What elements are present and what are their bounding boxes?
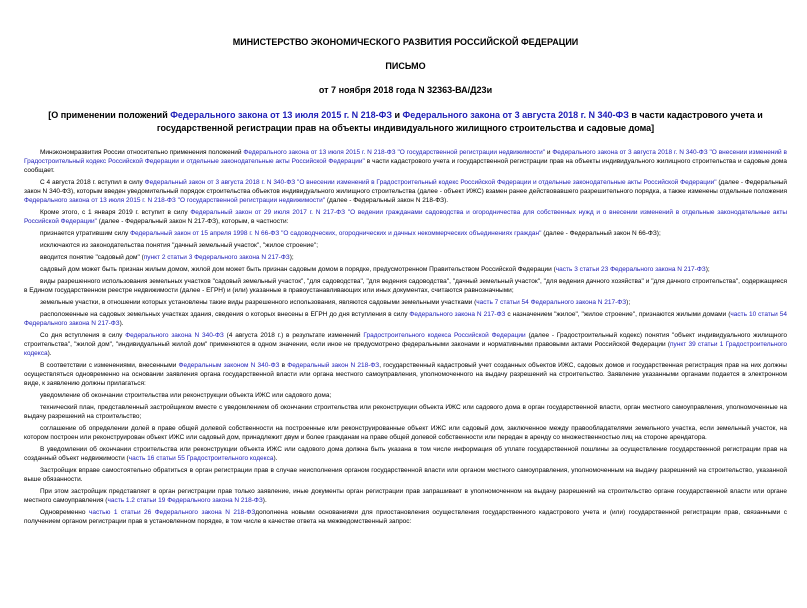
paragraph: земельные участки, в отношении которых установлены такие виды разрешенного использования, являются садовыми земельными участками (часть 7 статьи 54 Федерального закона N 217-ФЗ); (40, 298, 631, 306)
ministry-heading: МИНИСТЕРСТВО ЭКОНОМИЧЕСКОГО РАЗВИТИЯ РОССИЙСКОЙ ФЕДЕРАЦИИ (232, 37, 579, 47)
doc-link[interactable]: часть 10 статьи 54 Федерального закона N 217-ФЗ (24, 310, 787, 327)
doc-link[interactable]: пункт 2 статьи 3 Федерального закона N 217-ФЗ (143, 253, 290, 261)
paragraph: В уведомлении об окончании строительства или реконструкции объекта ИЖС или садового дома должна быть указана в том числе информация об уплате государственной пошлины за осуществление государственной регистрации прав на созданный объект недвижимости (часть 16 статьи 55 Градостроительного кодекса). (24, 445, 787, 462)
paragraph: вводится понятие "садовый дом" (пункт 2 статьи 3 Федерального закона N 217-ФЗ); (40, 253, 294, 261)
paragraph: Одновременно частью 1 статьи 26 Федерального закона N 218-ФЗдополнена новыми основаниями для приостановления осуществления государственного кадастрового учета и (или) государственной регистрации прав, связанными с получением органом регистрации прав в установленном порядке, в том числе в качестве ответа на межведомственный запрос: (24, 508, 787, 525)
doc-link[interactable]: часть 7 статьи 54 Федерального закона N 217-ФЗ (476, 298, 627, 306)
doc-link[interactable]: Федерального закона N 217-ФЗ (409, 310, 506, 318)
doc-link[interactable]: часть 1.2 статьи 19 Федерального закона N 218-ФЗ (107, 496, 263, 504)
doc-type-heading: ПИСЬМО (385, 61, 426, 71)
document-page (0, 37, 807, 608)
paragraph: садовый дом может быть признан жилым домом, жилой дом может быть признан садовым домом в порядке, предусмотренном Правительством Российской Федерации (часть 3 статьи 23 Федерального закона N 217-ФЗ); (40, 265, 710, 273)
paragraph: Минэкономразвития России относительно применения положений Федерального закона от 13 июля 2015 г. N 218-ФЗ "О государственной регистрации недвижимости" и Федерального закона от 3 августа 2018 г. N 340-ФЗ "О внесении изменений в Градостроительный кодекс Российской Федерации и отдельные законодательные акты Российской Федерации" в части кадастрового учета и государственной регистрации прав на объекты индивидуального жилищного строительства и садовые дома сообщает. (24, 149, 787, 175)
paragraph: расположенные на садовых земельных участках здания, сведения о которых внесены в ЕГРН до дня вступления в силу Федерального закона N 217-ФЗ с назначением "жилое", "жилое строение", признаются жилыми домами (часть 10 статьи 54 Федерального закона N 217-ФЗ). (24, 310, 787, 327)
doc-link[interactable]: Градостроительного кодекса Российской Федерации (363, 331, 526, 339)
paragraph: С 4 августа 2018 г. вступил в силу Федеральный закон от 3 августа 2018 г. N 340-ФЗ "О внесении изменений в Градостроительный кодекс Российской Федерации и отдельные законодательные акты Российской Федерации" (далее - Федеральный закон N 340-ФЗ), которым введен уведомительный порядок строительства объектов индивидуального жилищного строительства (далее - объект ИЖС) взамен ранее действовавшего разрешительного порядка, а также изменены отдельные положения Федерального закона от 13 июля 2015 г. N 218-ФЗ "О государственной регистрации недвижимости" (далее - Федеральный закон N 218-ФЗ). (24, 179, 787, 205)
doc-link[interactable]: Федерального закона от 3 августа 2018 г. N 340-ФЗ "О внесении изменений в Градостроительный кодекс Российской Федерации и отдельные законодательные акты Российской Федерации" (24, 149, 787, 166)
doc-date-heading: от 7 ноября 2018 года N 32363-ВА/Д23и (318, 85, 493, 95)
paragraph: Кроме этого, с 1 января 2019 г. вступит в силу Федеральный закон от 29 июля 2017 г. N 217-ФЗ "О ведении гражданами садоводства и огородничества для собственных нужд и о внесении изменений в отдельные законодательные акты Российской Федерации" (далее - Федеральный закон N 217-ФЗ), которым, в частности: (24, 209, 788, 226)
paragraph: соглашение об определении долей в праве общей долевой собственности на построенные или реконструированные объект ИЖС или садовый дом, заключенное между правообладателями земельного участка, если земельный участок, на котором построен или реконструирован объект ИЖС или садовый дом, принадлежит двум и более гражданам на праве общей долевой собственности или передан в аренду со множественностью лиц на стороне арендатора. (24, 424, 787, 441)
paragraph: В соответствии с изменениями, внесенными Федеральным законом N 340-ФЗ в Федеральный закон N 218-ФЗ, государственный кадастровый учет созданных объектов ИЖС, садовых домов и государственная регистрация прав на них должны осуществляться одновременно на основании заявления органа государственной власти или органа местного самоуправления, уполномоченного на выдачу разрешений на строительство. Заявление указанными органами подается в электронном виде, к заявлению должны прилагаться: (24, 361, 787, 387)
paragraph: признается утратившим силу Федеральный закон от 15 апреля 1998 г. N 66-ФЗ "О садоводческих, огороднических и дачных некоммерческих объединениях граждан" (далее - Федеральный закон N 66-ФЗ); (40, 230, 661, 238)
paragraph: Со дня вступления в силу Федерального закона N 340-ФЗ (4 августа 2018 г.) в результате изменений Градостроительного кодекса Российской Федерации (далее - Градостроительный кодекс) понятия "объект индивидуального жилищного строительства", "жилой дом", "индивидуальный жилой дом" применяются в одном значении, если иное не предусмотрено федеральными законами и нормативными правовыми актами Российской Федерации (пункт 39 статьи 1 Градостроительного кодекса). (24, 331, 787, 357)
paragraph: уведомление об окончании строительства или реконструкции объекта ИЖС или садового дома; (40, 391, 332, 399)
doc-link[interactable]: пункт 39 статьи 1 Градостроительного кодекса (24, 340, 787, 357)
document-body (24, 148, 787, 526)
doc-link[interactable]: Федеральный закон N 218-ФЗ (287, 361, 380, 369)
paragraph: Застройщик вправе самостоятельно обратиться в орган регистрации прав в случае неисполнения органом государственной власти или органом местного самоуправления, уполномоченным на выдачу разрешений на строительство, указанной выше обязанности. (24, 466, 787, 483)
doc-link[interactable]: Федерального закона от 13 июля 2015 г. N 218-ФЗ "О государственной регистрации недвижимости" (243, 149, 546, 156)
doc-link[interactable]: Федеральный закон от 15 апреля 1998 г. N 66-ФЗ "О садоводческих, огороднических и дачных некоммерческих объединениях граждан" (130, 230, 542, 238)
paragraph: исключаются из законодательства понятия "дачный земельный участок", "жилое строение"; (40, 242, 319, 250)
doc-link[interactable]: Федеральным законом N 340-ФЗ (178, 361, 280, 369)
doc-title: [О применении положений Федерального закона от 13 июля 2015 г. N 218-ФЗ и Федерального закона от 3 августа 2018 г. N 340-ФЗ в части кадастрового учета и государственной регистрации прав на объекты индивидуального жилищного строительства и садовые дома] (48, 110, 763, 133)
doc-link[interactable]: часть 3 статьи 23 Федерального закона N 217-ФЗ (555, 265, 706, 273)
doc-link[interactable]: частью 1 статьи 26 Федерального закона N 218-ФЗ (88, 508, 256, 516)
doc-link[interactable]: Федерального закона N 340-ФЗ (125, 331, 224, 339)
link-law-340fz[interactable]: Федерального закона от 3 августа 2018 г. N 340-ФЗ (402, 110, 629, 120)
link-law-218fz[interactable]: Федерального закона от 13 июля 2015 г. N 218-ФЗ (170, 110, 392, 120)
doc-link[interactable]: Федеральный закон от 3 августа 2018 г. N 340-ФЗ "О внесении изменений в Градостроительный кодекс Российской Федерации и отдельные законодательные акты Российской Федерации" (144, 179, 717, 187)
paragraph: При этом застройщик представляет в орган регистрации прав только заявление, иные документы орган регистрации прав запрашивает в уполномоченном на выдачу разрешений на строительство органе государственной власти или органе местного самоуправления (часть 1.2 статьи 19 Федерального закона N 218-ФЗ). (24, 487, 787, 504)
paragraph: виды разрешенного использования земельных участков "садовый земельный участок", "для садоводства", "для ведения садоводства", "дачный земельный участок", "для ведения дачного хозяйства" и "для дачного строительства", содержащиеся в Едином государственном реестре недвижимости (далее - ЕГРН) и (или) указанные в правоустанавливающих или иных документах, считаются равнозначными; (24, 277, 787, 294)
doc-link[interactable]: Федерального закона от 13 июля 2015 г. N 218-ФЗ "О государственной регистрации недвижимости" (24, 197, 326, 205)
doc-link[interactable]: часть 16 статьи 55 Градостроительного кодекса (128, 454, 274, 462)
paragraph: технический план, представленный застройщиком вместе с уведомлением об окончании строительства или реконструкции объекта ИЖС или садового дома в орган государственной власти, орган местного самоуправления, уполномоченные на выдачу разрешений на строительство; (24, 403, 787, 420)
doc-link[interactable]: Федеральный закон от 29 июля 2017 г. N 217-ФЗ "О ведении гражданами садоводства и огородничества для собственных нужд и о внесении изменений в отдельные законодательные акты Российской Федерации" (24, 209, 788, 226)
